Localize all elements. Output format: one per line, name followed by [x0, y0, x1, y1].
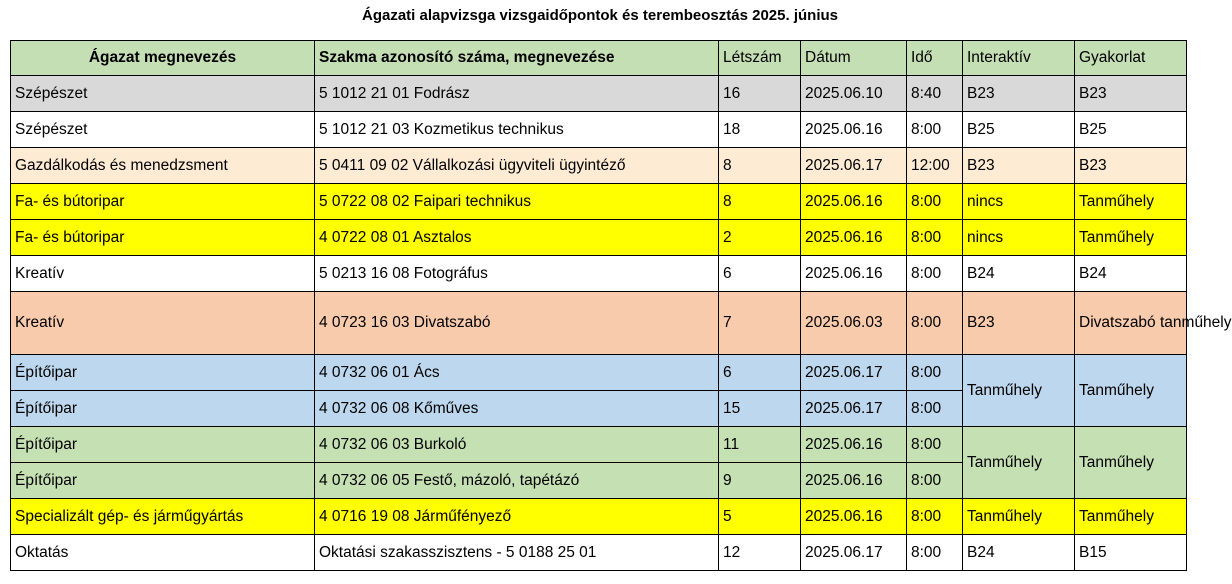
cell-agazat: Szépészet	[11, 112, 315, 148]
table-row	[11, 184, 1187, 220]
cell-interaktiv-merged: Tanműhely	[963, 355, 1075, 427]
cell-szakma: 5 1012 21 01 Fodrász	[315, 76, 719, 112]
cell-ido: 8:00	[907, 355, 963, 391]
table-row	[11, 535, 1187, 571]
cell-szakma: Oktatási szakasszisztens - 5 0188 25 01	[315, 535, 719, 571]
header-agazat: Ágazat megnevezés	[11, 41, 315, 76]
cell-interaktiv: B25	[963, 112, 1075, 148]
cell-ido: 8:00	[907, 391, 963, 427]
cell-ido: 8:00	[907, 535, 963, 571]
cell-gyakorlat: B25	[1075, 112, 1187, 148]
table-row	[11, 292, 1187, 355]
cell-letszam: 6	[719, 256, 801, 292]
cell-datum: 2025.06.17	[801, 148, 907, 184]
cell-datum: 2025.06.16	[801, 463, 907, 499]
table-row	[11, 112, 1187, 148]
header-datum: Dátum	[801, 41, 907, 76]
cell-agazat: Gazdálkodás és menedzsment	[11, 148, 315, 184]
header-row	[11, 41, 1187, 76]
cell-szakma: 5 0722 08 02 Faipari technikus	[315, 184, 719, 220]
cell-ido: 8:00	[907, 427, 963, 463]
table-row	[11, 148, 1187, 184]
cell-ido: 8:00	[907, 463, 963, 499]
table-row	[11, 220, 1187, 256]
cell-gyakorlat: Tanműhely	[1075, 499, 1187, 535]
cell-gyakorlat: Tanműhely	[1075, 220, 1187, 256]
cell-agazat: Kreatív	[11, 292, 315, 355]
cell-szakma: 4 0716 19 08 Járműfényező	[315, 499, 719, 535]
cell-interaktiv: nincs	[963, 184, 1075, 220]
cell-szakma: 4 0732 06 01 Ács	[315, 355, 719, 391]
cell-datum: 2025.06.16	[801, 427, 907, 463]
cell-szakma: 4 0732 06 05 Festő, mázoló, tapétázó	[315, 463, 719, 499]
cell-agazat: Fa- és bútoripar	[11, 220, 315, 256]
exam-schedule-table	[10, 40, 1232, 571]
table-row	[11, 355, 1187, 391]
page-title: Ágazati alapvizsga vizsgaidőpontok és terembeosztás 2025. június	[362, 7, 838, 24]
cell-datum: 2025.06.16	[801, 499, 907, 535]
cell-szakma: 4 0722 08 01 Asztalos	[315, 220, 719, 256]
cell-letszam: 9	[719, 463, 801, 499]
cell-datum: 2025.06.17	[801, 391, 907, 427]
cell-letszam: 7	[719, 292, 801, 355]
cell-agazat: Szépészet	[11, 76, 315, 112]
cell-ido: 8:40	[907, 76, 963, 112]
cell-agazat: Fa- és bútoripar	[11, 184, 315, 220]
cell-datum: 2025.06.03	[801, 292, 907, 355]
cell-szakma: 5 1012 21 03 Kozmetikus technikus	[315, 112, 719, 148]
cell-szakma: 4 0732 06 03 Burkoló	[315, 427, 719, 463]
table-row	[11, 76, 1187, 112]
cell-agazat: Építőipar	[11, 427, 315, 463]
cell-letszam: 6	[719, 355, 801, 391]
cell-ido: 8:00	[907, 292, 963, 355]
cell-datum: 2025.06.17	[801, 535, 907, 571]
cell-datum: 2025.06.10	[801, 76, 907, 112]
cell-interaktiv-merged: Tanműhely	[963, 427, 1075, 499]
cell-agazat: Építőipar	[11, 391, 315, 427]
cell-gyakorlat: B23	[1075, 148, 1187, 184]
cell-gyakorlat: B15	[1075, 535, 1187, 571]
cell-interaktiv: nincs	[963, 220, 1075, 256]
cell-datum: 2025.06.16	[801, 220, 907, 256]
cell-szakma: 4 0732 06 08 Kőműves	[315, 391, 719, 427]
cell-szakma: 5 0213 16 08 Fotográfus	[315, 256, 719, 292]
cell-letszam: 8	[719, 148, 801, 184]
cell-agazat: Oktatás	[11, 535, 315, 571]
cell-gyakorlat-merged: Tanműhely	[1075, 355, 1187, 427]
table-row	[11, 427, 1187, 463]
cell-szakma: 5 0411 09 02 Vállalkozási ügyviteli ügyintéző	[315, 148, 719, 184]
cell-letszam: 12	[719, 535, 801, 571]
cell-datum: 2025.06.16	[801, 112, 907, 148]
cell-ido: 8:00	[907, 220, 963, 256]
cell-datum: 2025.06.17	[801, 355, 907, 391]
cell-datum: 2025.06.16	[801, 256, 907, 292]
cell-letszam: 16	[719, 76, 801, 112]
cell-gyakorlat: B24	[1075, 256, 1187, 292]
cell-ido: 8:00	[907, 184, 963, 220]
cell-interaktiv: B23	[963, 148, 1075, 184]
cell-gyakorlat: Tanműhely	[1075, 184, 1187, 220]
cell-letszam: 2	[719, 220, 801, 256]
cell-agazat: Építőipar	[11, 355, 315, 391]
cell-agazat: Kreatív	[11, 256, 315, 292]
cell-ido: 8:00	[907, 256, 963, 292]
cell-letszam: 15	[719, 391, 801, 427]
cell-letszam: 11	[719, 427, 801, 463]
header-szakma: Szakma azonosító száma, megnevezése	[315, 41, 719, 76]
cell-gyakorlat: B23	[1075, 76, 1187, 112]
header-letszam: Létszám	[719, 41, 801, 76]
cell-letszam: 8	[719, 184, 801, 220]
cell-datum: 2025.06.16	[801, 184, 907, 220]
table-row	[11, 256, 1187, 292]
table-row	[11, 499, 1187, 535]
cell-interaktiv: Tanműhely	[963, 499, 1075, 535]
cell-ido: 8:00	[907, 112, 963, 148]
cell-ido: 8:00	[907, 499, 963, 535]
cell-interaktiv: B23	[963, 292, 1075, 355]
header-ido: Idő	[907, 41, 963, 76]
cell-letszam: 5	[719, 499, 801, 535]
header-interaktiv: Interaktív	[963, 41, 1075, 76]
cell-letszam: 18	[719, 112, 801, 148]
cell-interaktiv: B24	[963, 535, 1075, 571]
cell-gyakorlat: Divatszabó tanműhely	[1075, 292, 1187, 355]
cell-ido: 12:00	[907, 148, 963, 184]
cell-szakma: 4 0723 16 03 Divatszabó	[315, 292, 719, 355]
cell-interaktiv: B23	[963, 76, 1075, 112]
cell-agazat: Specializált gép- és járműgyártás	[11, 499, 315, 535]
cell-gyakorlat-merged: Tanműhely	[1075, 427, 1187, 499]
cell-agazat: Építőipar	[11, 463, 315, 499]
cell-interaktiv: B24	[963, 256, 1075, 292]
header-gyakorlat: Gyakorlat	[1075, 41, 1187, 76]
